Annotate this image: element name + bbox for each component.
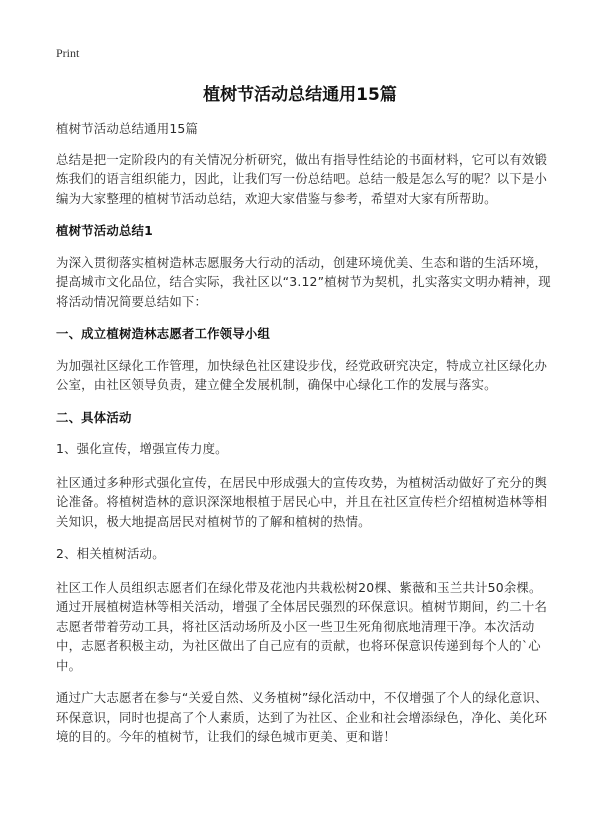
part-paragraph-1: 为加强社区绿化工作管理，加快绿色社区建设步伐，经党政研究决定，特成立社区绿化办公室，由社区领导负责，建立健全发展机制，确保中心绿化工作的发展与落实。 (56, 357, 548, 392)
part-heading-1: 一、成立植树造林志愿者工作领导小组 (56, 326, 271, 341)
page-title: 植树节活动总结通用15篇 (203, 85, 397, 105)
part-heading-2: 二、具体活动 (56, 409, 132, 425)
item-label-1: 1、强化宣传，增强宣传力度。 (56, 441, 228, 456)
item-paragraph-1: 社区通过多种形式强化宣传，在居民中形成强大的宣传攻势，为植树活动做好了充分的舆论准备。将植树造林的意识深深地根植于居民心中，并且在社区宣传栏介绍植树造林等相关知识，极大地提高居民对植树节的了解和植树的热情。 (56, 474, 548, 529)
document-content (56, 119, 552, 760)
section-heading: 植树节活动总结1 (56, 223, 153, 238)
document-subtitle: 植树节活动总结通用15篇 (56, 121, 199, 136)
intro-paragraph: 总结是把一定阶段内的有关情况分析研究，做出有指导性结论的书面材料，它可以有效锻炼我们的语言组织能力，因此，让我们写一份总结吧。总结一般是怎么写的呢？以下是小编为大家整理的植树节活动总结，欢迎大家借鉴与参考，希望对大家有所帮助。 (56, 151, 548, 206)
item-label-2: 2、相关植树活动。 (56, 546, 165, 561)
print-link[interactable]: Print (56, 46, 80, 60)
section-intro-paragraph: 为深入贯彻落实植树造林志愿服务大行动的活动，创建环境优美、生态和谐的生活环境，提高城市文化品位，结合实际，我社区以“3.12”植树节为契机，扎实落实文明办精神，现将活动情况简要总结如下： (56, 254, 551, 309)
item-paragraph-2: 社区工作人员组织志愿者们在绿化带及花池内共栽松树20棵、紫薇和玉兰共计50余棵。通过开展植树造林等相关活动，增强了全体居民强烈的环保意识。植树节期间，约二十名志愿者带着劳动工具，将社区活动场所及小区一些卫生死角彻底地清理干净。本次活动中，志愿者积极主动，为社区做出了自己应有的贡献，也将环保意识传递到每个人的`心中。 (56, 579, 548, 673)
closing-paragraph: 通过广大志愿者在参与“关爱自然、义务植树”绿化活动中，不仅增强了个人的绿化意识、环保意识，同时也提高了个人素质，达到了为社区、企业和社会增添绿色，净化、美化环境的目的。今年的植树节，让我们的绿色城市更美、更和谐！ (56, 690, 548, 744)
